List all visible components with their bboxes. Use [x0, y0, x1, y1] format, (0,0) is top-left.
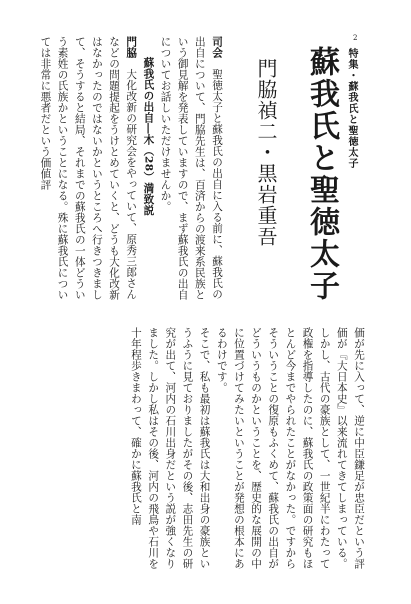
- paragraph: [36, 36, 139, 304]
- page-number: 2: [353, 34, 358, 42]
- section-heading: [139, 36, 156, 304]
- article-title: 蘇我氏と聖徳太子: [304, 46, 339, 302]
- authors: 門脇禎二・黒岩重吾: [254, 58, 278, 247]
- speaker-label: 司会: [211, 36, 223, 58]
- bottom-text-block: [127, 327, 367, 577]
- paragraph: [156, 36, 225, 304]
- paragraph: そこで、私も最初は蘇我氏は大和出身の豪族というふうに見ておりましたがその後、志田先生の研究が出て、河内の石川出身だという説が強くなりました。しかし私はその後、河内の飛鳥や石川を十年程歩きまわって、確かに蘇我氏と南: [129, 327, 211, 569]
- section-heading-text: 蘇我氏の出自―木（28）満致説: [142, 57, 155, 216]
- speaker-label: 門脇: [125, 36, 138, 58]
- paragraph-text: 聖徳太子と蘇我氏の出自に入る前に、蘇我氏の出自について、門脇先生は、百済からの渡来系民族という御見解を発表していますので、まず蘇我氏の出自についてお話しいただけませんか。: [159, 36, 223, 300]
- paragraph-text: 大化改新の研究会をやっていて、原秀三郎さんなどの問題提起をうけとめていくと、どうも大化改新はなかったのではないかというところへ行きつきまして、そうすると結局、それまでの蘇我氏の一体どういう素姓の氏族かということになる。殊に蘇我氏については非常に悪者だという価値評: [39, 36, 138, 300]
- series-label: 特集・蘇我氏と聖徳太子: [346, 48, 357, 169]
- top-text-block: [36, 36, 225, 304]
- divider: [36, 320, 376, 321]
- paragraph: 価が先に入って、逆に中臣鎌足が忠臣だという評価が『大日本史』以来流れてきてしまっている。しかし、古代の豪族として、一世紀半にわたって政権を指導したのに、蘇我氏の政策面の研究もほとんど今までやられたことがなかった。ですからそういうことの復原もふくめて、蘇我氏の出自がどういうものかということを、歴史的な展開の中に位置づけてみたいということが発想の根本にあるわけです。: [215, 327, 365, 569]
